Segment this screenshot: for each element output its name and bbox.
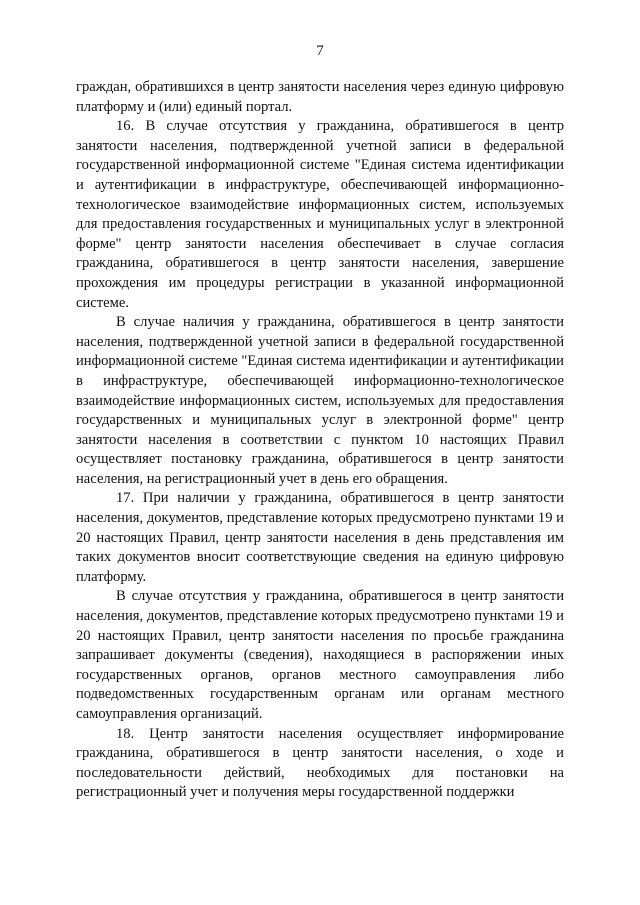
paragraph-16-second: В случае наличия у гражданина, обратившегося в центр занятости населения, подтвержденной учетной записи в федеральной государственной информационной системе "Единая система идентификации и аутентификации в инфраструктуре, обеспечивающей информационно-технологическое взаимодействие информационных систем, используемых для предоставления государственных и муниципальных услуг в электронной форме" центр занятости населения в соответствии с пунктом 10 настоящих Правил осуществляет постановку гражданина, обратившегося в центр занятости населения, на регистрационный учет в день его обращения.: [76, 314, 564, 487]
paragraph-18: 18. Центр занятости населения осуществляет информирование гражданина, обратившегося в центр занятости населения, о ходе и последовательности действий, необходимых для постановки на регистрационный учет и получения меры государственной поддержки: [76, 725, 564, 801]
paragraph-17: 17. При наличии у гражданина, обратившегося в центр занятости населения, документов, представление которых предусмотрено пунктами 19 и 20 настоящих Правил, центр занятости населения в день представления им таких документов вносит соответствующие сведения на единую цифровую платформу.: [76, 490, 564, 585]
paragraph-continuation: граждан, обратившихся в центр занятости населения через единую цифровую платформу и (или) единый портал.: [76, 79, 564, 115]
paragraph-17-second: В случае отсутствия у гражданина, обратившегося в центр занятости населения, документов, представление которых предусмотрено пунктами 19 и 20 настоящих Правил, центр занятости населения по просьбе гражданина запрашивает документы (сведения), находящиеся в распоряжении иных государственных органов, органов местного самоуправления либо подведомственных государственным органам или органам местного самоуправления организаций.: [76, 588, 564, 722]
document-body: [76, 78, 564, 803]
page-number: 7: [316, 43, 324, 59]
paragraph-16: 16. В случае отсутствия у гражданина, обратившегося в центр занятости населения, подтвержденной учетной записи в федеральной государственной информационной системе "Единая система идентификации и аутентификации в инфраструктуре, обеспечивающей информационно-технологическое взаимодействие информационных систем, используемых для предоставления государственных и муниципальных услуг в электронной форме" центр занятости населения обеспечивает в случае согласия гражданина, обратившегося в центр занятости населения, завершение прохождения им процедуры регистрации в указанной информационной системе.: [76, 118, 564, 311]
